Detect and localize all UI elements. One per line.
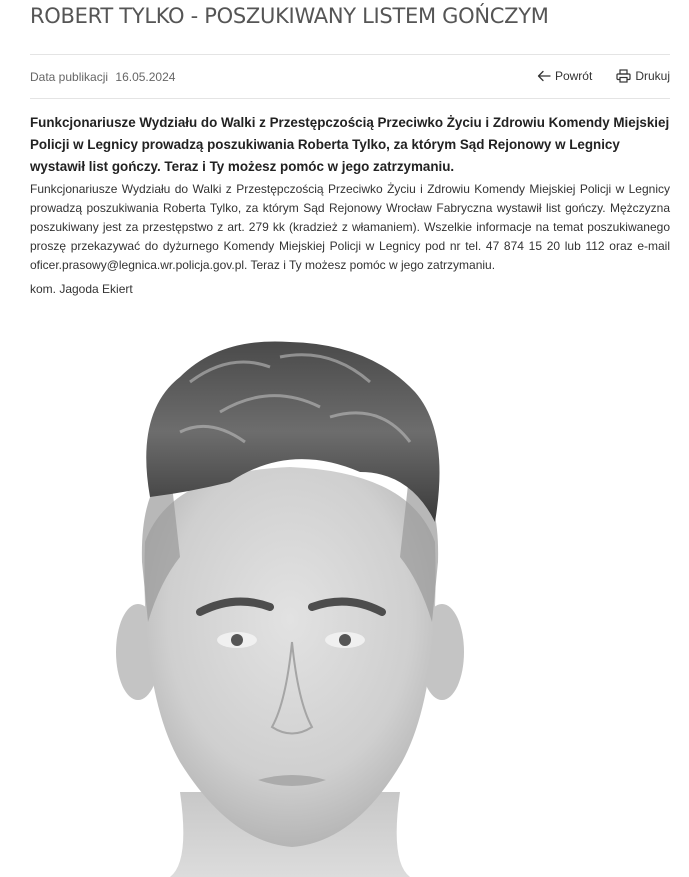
back-button-label: Powrót xyxy=(554,69,593,83)
publication-date-value: 16.05.2024 xyxy=(115,70,176,84)
publication-date-label: Data publikacji xyxy=(30,70,109,84)
article-meta xyxy=(30,69,670,87)
wanted-person-photo xyxy=(30,322,550,877)
article-body: Funkcjonariusze Wydziału do Walki z Przestępczością Przeciwko Życiu i Zdrowiu Komendy Miejskiej Policji w Legnicy prowadzą poszukiwania Roberta Tylko, za którym Sąd Rejonowy Wrocław Fabryczna wystawił list gończy. Mężczyzna poszukiwany jest za przestępstwo z art. 279 kk (kradzież z włamaniem). Wszelkie informacje na temat poszukiwanego proszę przekazywać do dyżurnego Komendy Miejskiej Policji w Legnicy pod nr tel. 47 874 15 20 lub 112 oraz e-mail oficer.prasowy@legnica.wr.policja.gov.pl. Teraz i Ty możesz pomóc w jego zatrzymaniu. xyxy=(30,182,670,272)
print-button-label: Drukuj xyxy=(635,69,670,83)
printer-icon xyxy=(616,69,631,83)
divider-top xyxy=(30,54,670,55)
print-button[interactable] xyxy=(616,69,670,83)
page-title: ROBERT TYLKO - POSZUKIWANY LISTEM GOŃCZYM xyxy=(30,4,549,28)
arrow-left-icon xyxy=(537,70,551,82)
divider-bottom xyxy=(30,98,670,99)
article-author: kom. Jagoda Ekiert xyxy=(30,282,133,296)
article-lead: Funkcjonariusze Wydziału do Walki z Przestępczością Przeciwko Życiu i Zdrowiu Komendy Miejskiej Policji w Legnicy prowadzą poszukiwania Roberta Tylko, za którym Sąd Rejonowy w Legnicy wystawił list gończy. Teraz i Ty możesz pomóc w jego zatrzymaniu. xyxy=(30,115,670,174)
publication-date xyxy=(30,70,175,84)
article-actions xyxy=(537,69,670,83)
back-button[interactable] xyxy=(537,69,592,83)
